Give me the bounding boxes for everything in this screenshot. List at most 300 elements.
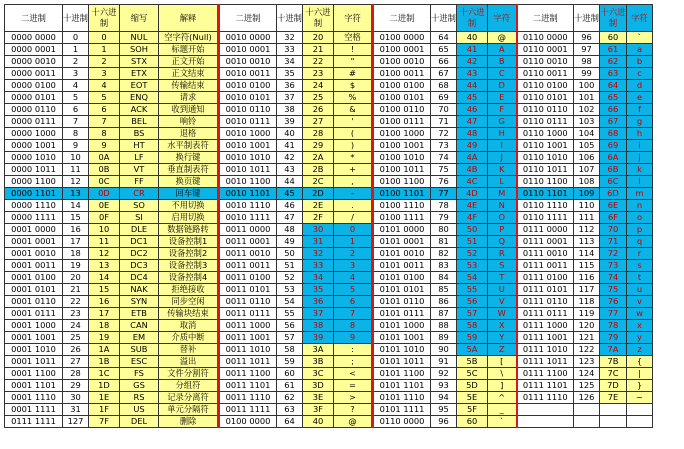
header-row	[5, 5, 653, 32]
cell-dec-4: 125	[574, 380, 600, 392]
cell-dec-4: 126	[574, 392, 600, 404]
cell-hex-4: 73	[600, 260, 627, 272]
cell-char-3: J	[488, 152, 517, 164]
cell-bin-1: 0001 1001	[5, 332, 63, 344]
cell-char-2: 6	[334, 296, 373, 308]
cell-bin-4: 0111 1000	[517, 320, 574, 332]
cell-dec-2: 62	[277, 392, 303, 404]
cell-dec-1: 5	[63, 92, 89, 104]
cell-hex-2: 26	[303, 104, 334, 116]
cell-bin-1: 0001 0001	[5, 236, 63, 248]
cell-bin-3: 0100 1001	[373, 140, 431, 152]
cell-char-3: \	[488, 368, 517, 380]
cell-hex-3: 5F	[457, 404, 488, 416]
cell-hex-4: 6E	[600, 200, 627, 212]
cell-dec-3: 87	[431, 308, 457, 320]
cell-dec-2: 50	[277, 248, 303, 260]
cell-bin-1: 0000 1101	[5, 188, 63, 200]
cell-hex-1: 7F	[89, 416, 120, 428]
cell-dec-2: 38	[277, 104, 303, 116]
cell-char-4: r	[627, 248, 653, 260]
cell-dec-1: 7	[63, 116, 89, 128]
cell-hex-1: 1C	[89, 368, 120, 380]
cell-char-2: 3	[334, 260, 373, 272]
cell-char-3: ]	[488, 380, 517, 392]
cell-bin-4: 0111 1101	[517, 380, 574, 392]
cell-char-3: Z	[488, 344, 517, 356]
cell-dec-3: 83	[431, 260, 457, 272]
cell-bin-4: 0110 1111	[517, 212, 574, 224]
cell-dec-3: 90	[431, 344, 457, 356]
cell-hex-1: 0F	[89, 212, 120, 224]
cell-dec-4	[574, 404, 600, 416]
cell-char-2: 4	[334, 272, 373, 284]
cell-char-3: [	[488, 356, 517, 368]
cell-desc: 数据链路转	[159, 224, 219, 236]
cell-bin-1: 0001 0011	[5, 260, 63, 272]
cell-dec-4: 113	[574, 236, 600, 248]
cell-hex-3: 5B	[457, 356, 488, 368]
cell-hex-4: 6A	[600, 152, 627, 164]
cell-bin-2: 0011 1110	[219, 392, 277, 404]
cell-bin-3: 0101 1110	[373, 392, 431, 404]
cell-hex-3: 5E	[457, 392, 488, 404]
table-row	[5, 344, 653, 356]
cell-hex-2: 40	[303, 416, 334, 428]
cell-desc: 替补	[159, 344, 219, 356]
cell-dec-1: 23	[63, 308, 89, 320]
cell-hex-1: 10	[89, 224, 120, 236]
cell-hex-1: 12	[89, 248, 120, 260]
cell-char-2: #	[334, 68, 373, 80]
cell-dec-2: 45	[277, 188, 303, 200]
cell-abbr: NAK	[120, 284, 159, 296]
cell-hex-2: 37	[303, 308, 334, 320]
header-description: 解释	[159, 5, 219, 32]
cell-abbr: SO	[120, 200, 159, 212]
cell-bin-3: 0100 0010	[373, 56, 431, 68]
cell-char-4: `	[627, 32, 653, 44]
cell-desc: 同步空闲	[159, 296, 219, 308]
table-row	[5, 224, 653, 236]
header-char-4: 字符	[627, 5, 653, 32]
cell-hex-3: 4C	[457, 176, 488, 188]
cell-char-3: `	[488, 416, 517, 428]
table-row	[5, 188, 653, 200]
cell-char-4: }	[627, 380, 653, 392]
cell-abbr: STX	[120, 56, 159, 68]
cell-char-3: U	[488, 284, 517, 296]
cell-hex-4: 75	[600, 284, 627, 296]
cell-dec-1: 9	[63, 140, 89, 152]
cell-dec-4: 120	[574, 320, 600, 332]
header-binary-2: 二进制	[219, 5, 277, 32]
table-row	[5, 104, 653, 116]
cell-bin-1: 0000 0010	[5, 56, 63, 68]
cell-char-4: o	[627, 212, 653, 224]
table-row	[5, 284, 653, 296]
cell-desc: 删除	[159, 416, 219, 428]
cell-char-3: D	[488, 80, 517, 92]
cell-abbr: DC2	[120, 248, 159, 260]
cell-hex-4: 63	[600, 68, 627, 80]
cell-bin-4: 0110 0000	[517, 32, 574, 44]
cell-dec-1: 0	[63, 32, 89, 44]
cell-dec-1: 16	[63, 224, 89, 236]
cell-dec-3: 72	[431, 128, 457, 140]
cell-desc: 响铃	[159, 116, 219, 128]
cell-dec-4: 116	[574, 272, 600, 284]
cell-desc: 标题开始	[159, 44, 219, 56]
cell-char-4: y	[627, 332, 653, 344]
cell-bin-4: 0110 1001	[517, 140, 574, 152]
cell-dec-2: 61	[277, 380, 303, 392]
cell-char-2: 7	[334, 308, 373, 320]
cell-bin-3: 0101 0101	[373, 284, 431, 296]
cell-bin-3: 0100 1111	[373, 212, 431, 224]
cell-char-2: *	[334, 152, 373, 164]
cell-bin-2: 0011 0010	[219, 248, 277, 260]
cell-hex-3: 53	[457, 260, 488, 272]
cell-char-3: T	[488, 272, 517, 284]
cell-hex-2: 2C	[303, 176, 334, 188]
cell-hex-4: 7D	[600, 380, 627, 392]
cell-hex-4: 7E	[600, 392, 627, 404]
cell-dec-3: 89	[431, 332, 457, 344]
cell-dec-2: 57	[277, 332, 303, 344]
cell-bin-1: 0001 0100	[5, 272, 63, 284]
cell-dec-2: 35	[277, 68, 303, 80]
cell-bin-2: 0010 0000	[219, 32, 277, 44]
cell-dec-4: 124	[574, 368, 600, 380]
cell-dec-4: 110	[574, 200, 600, 212]
cell-bin-3: 0101 1001	[373, 332, 431, 344]
cell-dec-4: 99	[574, 68, 600, 80]
cell-char-4: l	[627, 176, 653, 188]
cell-hex-2: 31	[303, 236, 334, 248]
cell-char-2: '	[334, 116, 373, 128]
table-row	[5, 260, 653, 272]
cell-hex-2: 25	[303, 92, 334, 104]
cell-bin-1: 0001 0111	[5, 308, 63, 320]
cell-dec-4: 97	[574, 44, 600, 56]
cell-hex-3: 44	[457, 80, 488, 92]
cell-hex-4: 6B	[600, 164, 627, 176]
cell-bin-2: 0011 0111	[219, 308, 277, 320]
cell-desc: 回车键	[159, 188, 219, 200]
cell-hex-2: 33	[303, 260, 334, 272]
cell-bin-2: 0010 0010	[219, 56, 277, 68]
cell-char-2: 2	[334, 248, 373, 260]
cell-dec-4	[574, 416, 600, 428]
cell-hex-4: 7C	[600, 368, 627, 380]
cell-bin-4: 0111 1110	[517, 392, 574, 404]
cell-bin-1: 0111 1111	[5, 416, 63, 428]
cell-dec-4: 117	[574, 284, 600, 296]
cell-bin-1: 0000 0111	[5, 116, 63, 128]
cell-char-4: i	[627, 140, 653, 152]
cell-char-4: q	[627, 236, 653, 248]
table-row	[5, 176, 653, 188]
cell-dec-4: 118	[574, 296, 600, 308]
cell-hex-3: 49	[457, 140, 488, 152]
cell-char-2: ;	[334, 356, 373, 368]
table-row	[5, 380, 653, 392]
cell-bin-4: 0110 0001	[517, 44, 574, 56]
cell-bin-3: 0101 1101	[373, 380, 431, 392]
cell-hex-1: 6	[89, 104, 120, 116]
cell-hex-4: 67	[600, 116, 627, 128]
cell-hex-4: 61	[600, 44, 627, 56]
cell-bin-4: 0110 1010	[517, 152, 574, 164]
cell-desc: 拒绝接收	[159, 284, 219, 296]
cell-char-3: P	[488, 224, 517, 236]
cell-dec-1: 30	[63, 392, 89, 404]
cell-dec-1: 127	[63, 416, 89, 428]
table-row	[5, 92, 653, 104]
cell-bin-3: 0100 1110	[373, 200, 431, 212]
cell-char-4: d	[627, 80, 653, 92]
cell-char-3: R	[488, 248, 517, 260]
cell-dec-3: 73	[431, 140, 457, 152]
cell-hex-4: 7B	[600, 356, 627, 368]
cell-char-3: I	[488, 140, 517, 152]
cell-bin-2: 0011 1011	[219, 356, 277, 368]
cell-hex-1: 16	[89, 296, 120, 308]
table-row	[5, 56, 653, 68]
cell-char-2: !	[334, 44, 373, 56]
cell-bin-4: 0110 1011	[517, 164, 574, 176]
cell-bin-2: 0011 0101	[219, 284, 277, 296]
cell-desc: 记录分离符	[159, 392, 219, 404]
cell-char-4: b	[627, 56, 653, 68]
cell-dec-2: 32	[277, 32, 303, 44]
cell-abbr: BEL	[120, 116, 159, 128]
cell-dec-3: 84	[431, 272, 457, 284]
cell-bin-2: 0010 1011	[219, 164, 277, 176]
cell-bin-2: 0010 0110	[219, 104, 277, 116]
cell-hex-3: 47	[457, 116, 488, 128]
cell-hex-2: 20	[303, 32, 334, 44]
cell-hex-1: 1A	[89, 344, 120, 356]
cell-dec-1: 8	[63, 128, 89, 140]
cell-bin-2: 0011 1000	[219, 320, 277, 332]
cell-bin-3: 0101 0011	[373, 260, 431, 272]
cell-bin-3: 0100 1010	[373, 152, 431, 164]
cell-dec-2: 34	[277, 56, 303, 68]
cell-char-3: F	[488, 104, 517, 116]
header-decimal-1: 十进制	[63, 5, 89, 32]
cell-bin-1: 0000 1111	[5, 212, 63, 224]
cell-hex-4	[600, 416, 627, 428]
cell-bin-4: 0111 0000	[517, 224, 574, 236]
cell-dec-2: 58	[277, 344, 303, 356]
cell-hex-4: 62	[600, 56, 627, 68]
cell-dec-1: 3	[63, 68, 89, 80]
cell-desc: 水平制表符	[159, 140, 219, 152]
header-binary-1: 二进制	[5, 5, 63, 32]
cell-bin-2: 0011 0001	[219, 236, 277, 248]
cell-char-4: u	[627, 284, 653, 296]
cell-hex-2: 23	[303, 68, 334, 80]
cell-hex-2: 27	[303, 116, 334, 128]
cell-abbr: DC1	[120, 236, 159, 248]
cell-bin-1: 0001 1011	[5, 356, 63, 368]
cell-hex-4: 6C	[600, 176, 627, 188]
cell-dec-3: 86	[431, 296, 457, 308]
cell-bin-2: 0010 1101	[219, 188, 277, 200]
cell-hex-4: 70	[600, 224, 627, 236]
cell-char-3: @	[488, 32, 517, 44]
table-row	[5, 44, 653, 56]
cell-hex-2: 3E	[303, 392, 334, 404]
cell-hex-2: 38	[303, 320, 334, 332]
cell-abbr: DC4	[120, 272, 159, 284]
cell-dec-3: 77	[431, 188, 457, 200]
table-row	[5, 332, 653, 344]
cell-abbr: RS	[120, 392, 159, 404]
cell-hex-3: 54	[457, 272, 488, 284]
cell-dec-3: 75	[431, 164, 457, 176]
table-row	[5, 200, 653, 212]
cell-abbr: SYN	[120, 296, 159, 308]
cell-char-3: C	[488, 68, 517, 80]
cell-bin-4: 0111 0001	[517, 236, 574, 248]
cell-dec-4: 107	[574, 164, 600, 176]
cell-char-4: f	[627, 104, 653, 116]
cell-abbr: DLE	[120, 224, 159, 236]
cell-bin-4: 0111 0110	[517, 296, 574, 308]
cell-hex-1: 1	[89, 44, 120, 56]
header-decimal-4: 十进制	[574, 5, 600, 32]
cell-char-4: z	[627, 344, 653, 356]
cell-char-2: )	[334, 140, 373, 152]
cell-bin-2: 0010 0101	[219, 92, 277, 104]
cell-hex-3: 4A	[457, 152, 488, 164]
cell-hex-2: 2E	[303, 200, 334, 212]
cell-bin-2: 0010 1111	[219, 212, 277, 224]
table-row	[5, 356, 653, 368]
cell-bin-2: 0011 0000	[219, 224, 277, 236]
cell-desc: 正文开始	[159, 56, 219, 68]
cell-char-3: L	[488, 176, 517, 188]
cell-hex-1: 2	[89, 56, 120, 68]
cell-bin-1: 0000 0011	[5, 68, 63, 80]
cell-hex-3: 55	[457, 284, 488, 296]
cell-dec-3: 82	[431, 248, 457, 260]
cell-hex-1: 0	[89, 32, 120, 44]
cell-dec-4: 109	[574, 188, 600, 200]
cell-dec-2: 43	[277, 164, 303, 176]
cell-abbr: US	[120, 404, 159, 416]
cell-char-2: :	[334, 344, 373, 356]
cell-dec-3: 76	[431, 176, 457, 188]
cell-hex-3: 58	[457, 320, 488, 332]
cell-bin-1: 0000 0101	[5, 92, 63, 104]
cell-dec-4: 101	[574, 92, 600, 104]
cell-hex-2: 39	[303, 332, 334, 344]
cell-bin-3: 0101 0110	[373, 296, 431, 308]
cell-dec-2: 33	[277, 44, 303, 56]
cell-bin-3: 0101 0100	[373, 272, 431, 284]
cell-hex-3: 45	[457, 92, 488, 104]
table-row	[5, 392, 653, 404]
cell-bin-4: 0110 0110	[517, 104, 574, 116]
cell-abbr: ESC	[120, 356, 159, 368]
cell-dec-2: 48	[277, 224, 303, 236]
cell-desc: 单元分隔符	[159, 404, 219, 416]
cell-bin-1: 0000 0000	[5, 32, 63, 44]
cell-hex-3: 51	[457, 236, 488, 248]
cell-hex-3: 5C	[457, 368, 488, 380]
cell-hex-2: 34	[303, 272, 334, 284]
cell-dec-1: 26	[63, 344, 89, 356]
cell-desc: 介质中断	[159, 332, 219, 344]
cell-char-3: Y	[488, 332, 517, 344]
cell-hex-2: 2D	[303, 188, 334, 200]
cell-desc: 取消	[159, 320, 219, 332]
header-hex-4: 十六进制	[600, 5, 627, 32]
cell-dec-2: 44	[277, 176, 303, 188]
cell-abbr: DEL	[120, 416, 159, 428]
cell-bin-1: 0000 1000	[5, 128, 63, 140]
cell-dec-2: 46	[277, 200, 303, 212]
cell-dec-3: 66	[431, 56, 457, 68]
cell-dec-1: 31	[63, 404, 89, 416]
cell-bin-2: 0100 0000	[219, 416, 277, 428]
cell-desc: 请求	[159, 92, 219, 104]
cell-char-2: ?	[334, 404, 373, 416]
cell-dec-1: 15	[63, 212, 89, 224]
cell-dec-2: 54	[277, 296, 303, 308]
cell-desc: 不用切换	[159, 200, 219, 212]
cell-dec-3: 95	[431, 404, 457, 416]
cell-char-4: c	[627, 68, 653, 80]
cell-char-4: x	[627, 320, 653, 332]
cell-dec-1: 14	[63, 200, 89, 212]
header-binary-4: 二进制	[517, 5, 574, 32]
cell-abbr: CAN	[120, 320, 159, 332]
cell-char-4: p	[627, 224, 653, 236]
cell-dec-1: 27	[63, 356, 89, 368]
cell-bin-1: 0000 0001	[5, 44, 63, 56]
cell-char-2: .	[334, 200, 373, 212]
cell-bin-2: 0010 1110	[219, 200, 277, 212]
cell-dec-2: 39	[277, 116, 303, 128]
cell-hex-1: 8	[89, 128, 120, 140]
cell-hex-3: 57	[457, 308, 488, 320]
cell-hex-4: 68	[600, 128, 627, 140]
cell-bin-4: 0110 0011	[517, 68, 574, 80]
cell-bin-4: 0110 0010	[517, 56, 574, 68]
header-hex-2: 十六进制	[303, 5, 334, 32]
cell-hex-1: 4	[89, 80, 120, 92]
cell-dec-4: 100	[574, 80, 600, 92]
cell-bin-3: 0101 0111	[373, 308, 431, 320]
cell-dec-4: 123	[574, 356, 600, 368]
cell-bin-4: 0110 0100	[517, 80, 574, 92]
cell-bin-2: 0010 1000	[219, 128, 277, 140]
cell-dec-3: 96	[431, 416, 457, 428]
cell-bin-3: 0100 1101	[373, 188, 431, 200]
cell-hex-2: 3D	[303, 380, 334, 392]
cell-hex-1: 0B	[89, 164, 120, 176]
cell-dec-2: 36	[277, 80, 303, 92]
cell-hex-3: 52	[457, 248, 488, 260]
cell-hex-1: 13	[89, 260, 120, 272]
header-decimal-2: 十进制	[277, 5, 303, 32]
cell-char-3: G	[488, 116, 517, 128]
